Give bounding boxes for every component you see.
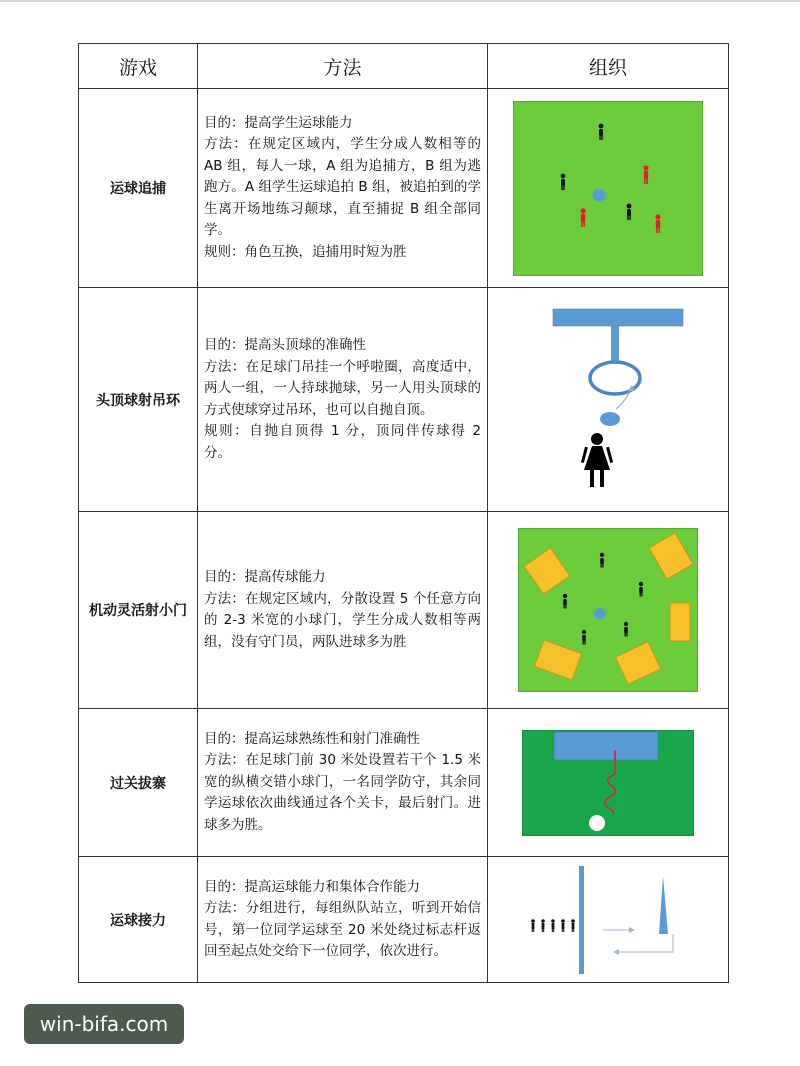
arrow-return (615, 934, 673, 952)
header-game: 游戏 (79, 44, 198, 89)
organization-diagram-cell (488, 512, 729, 709)
start-line (579, 866, 584, 974)
method-line: 目的：提高运球能力和集体合作能力 (204, 878, 420, 895)
player-icon (541, 919, 545, 932)
table-header-row (79, 44, 729, 89)
relay-diagram (523, 864, 693, 976)
method-line: 目的：提高运球熟练性和射门准确性 (204, 730, 420, 747)
top-border-line (0, 0, 800, 2)
header-organization: 组织 (488, 44, 729, 89)
table-row (79, 709, 729, 857)
table-row (79, 512, 729, 709)
arrow-head-icon (629, 927, 635, 933)
games-table (78, 43, 729, 983)
method-text (198, 857, 488, 983)
game-name: 运球追捕 (79, 89, 198, 288)
player-icon (531, 919, 535, 932)
header-method: 方法 (198, 44, 488, 89)
game-name: 运球接力 (79, 857, 198, 983)
method-line: 规则：自抛自顶得 1 分，顶同伴传球得 2 分。 (204, 423, 481, 461)
method-line: 目的：提高传球能力 (204, 569, 326, 585)
organization-diagram-cell (488, 288, 729, 512)
small-goal (670, 603, 690, 641)
player-icon (571, 919, 575, 932)
table-row (79, 89, 729, 288)
organization-diagram-cell (488, 709, 729, 857)
method-line: 方法：分组进行，每组纵队站立，听到开始信号，第一位同学运球至 20 米处绕过标志杆返回至起点处交给下一位同学，依次进行。 (204, 900, 481, 959)
organization-diagram-cell (488, 857, 729, 983)
dribble-to-goal-diagram (522, 730, 694, 836)
ball-icon (593, 188, 606, 201)
player-icon (551, 919, 555, 932)
hoop-rope (611, 326, 619, 362)
table-row (79, 288, 729, 512)
method-text (198, 512, 488, 709)
ball-icon (594, 608, 606, 620)
method-line: 方法：在足球门吊挂一个呼啦圈，高度适中，两人一组，一人持球抛球，另一人用头顶球的方式使球穿过吊环，也可以自抛自顶。 (204, 358, 481, 418)
goal-crossbar (553, 309, 683, 326)
arrow-head-icon (613, 949, 619, 955)
method-text (198, 89, 488, 288)
header-hoop-diagram (528, 305, 688, 495)
goal-icon (554, 732, 658, 760)
organization-diagram-cell (488, 89, 729, 288)
method-line: 方法：在规定区域内，学生分成人数相等的 AB 组，每人一球，A 组为追捕方，B 组为逃跑方。A 组学生运球追拍 B 组，被追拍到的学生离开场地练习颠球，直至捕捉 B 组全部同学。 (204, 136, 481, 239)
method-line: 目的：提高学生运球能力 (204, 114, 353, 131)
small-goals-field-diagram (518, 528, 698, 692)
field (513, 101, 703, 276)
game-name: 机动灵活射小门 (79, 512, 198, 709)
method-line: 目的：提高头顶球的准确性 (204, 337, 366, 353)
chase-field-diagram (513, 101, 703, 276)
method-line: 规则：角色互换，追捕用时短为胜 (204, 243, 407, 260)
queue-players (531, 919, 575, 932)
game-name: 头顶球射吊环 (79, 288, 198, 512)
player-icon (561, 919, 565, 932)
player-silhouette-icon (581, 433, 613, 487)
table-row (79, 857, 729, 983)
marker-pole-icon (659, 876, 668, 934)
method-text (198, 709, 488, 857)
method-line: 方法：在规定区域内，分散设置 5 个任意方向的 2-3 米宽的小球门，学生分成人数相等两组，没有守门员，两队进球多为胜 (204, 590, 481, 650)
ball-icon (589, 815, 605, 831)
method-line: 方法：在足球门前 30 米处设置若干个 1.5 米宽的纵横交错小球门，一名同学防守，其余同学运球依次曲线通过各个关卡，最后射门。进球多为胜。 (204, 752, 481, 833)
ball-icon (600, 412, 620, 426)
method-text (198, 288, 488, 512)
watermark: win-bifa.com (24, 1004, 184, 1044)
game-name: 过关拔寨 (79, 709, 198, 857)
